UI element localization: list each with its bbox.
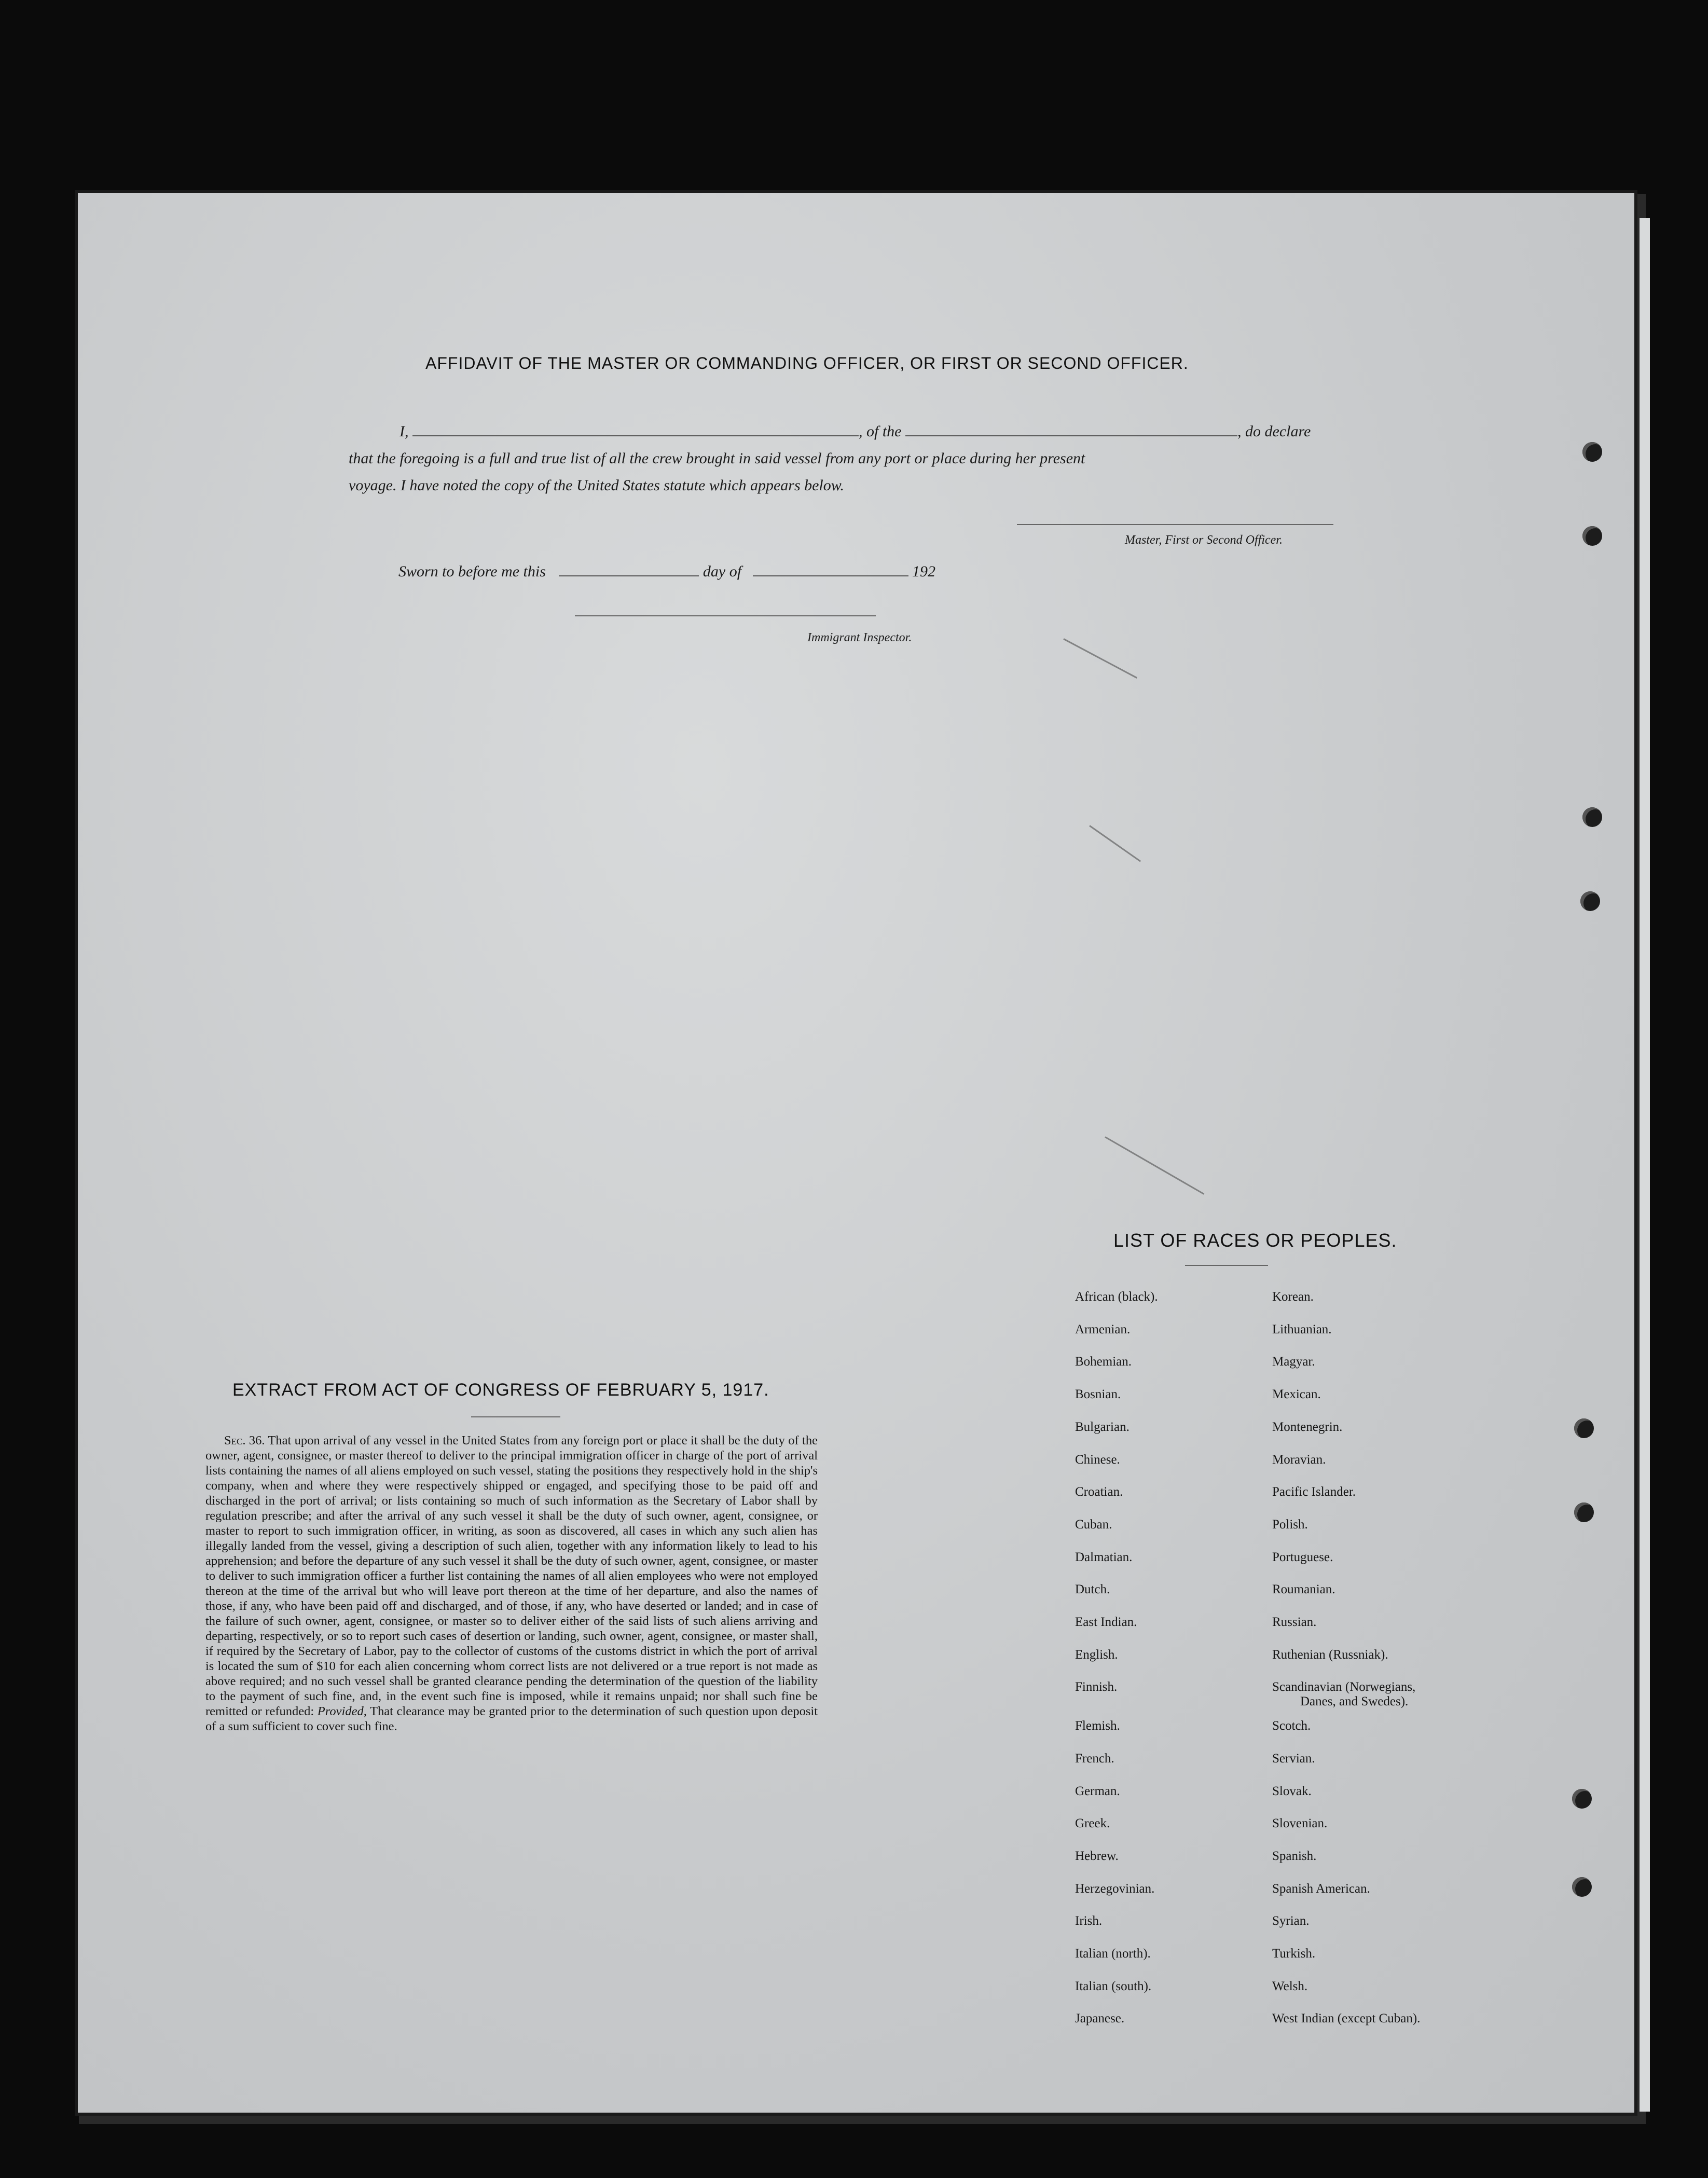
punch-hole [1572, 1789, 1592, 1809]
extract-title-rule [471, 1416, 560, 1417]
race-item: Moravian. [1272, 1453, 1326, 1467]
race-item: Slovak. [1272, 1784, 1312, 1798]
race-item: Ruthenian (Russniak). [1272, 1648, 1388, 1662]
race-item: Italian (south). [1075, 1979, 1152, 1993]
do-declare-label: , do declare [1237, 423, 1311, 440]
race-item: Cuban. [1075, 1518, 1112, 1532]
punch-hole [1582, 442, 1602, 462]
page-edge [1640, 218, 1650, 2112]
race-item: Montenegrin. [1272, 1420, 1343, 1434]
race-item: Dutch. [1075, 1582, 1110, 1596]
sworn-month-blank[interactable] [753, 575, 908, 576]
extract-text: That upon arrival of any vessel in the United States from any foreign port or place it shall be the duty of the owner, agent, consignee, or master thereof to deliver to the principal immigration officer in charge of the port of arrival lists containing the names of all aliens employed on such vessel, stating the positions they respectively hold in the ship's company, when and where they were respectively shipped or engaged, and specifying those to be paid off and discharged in the port of arrival; or lists containing so much of such information as the Secretary of Labor shall by regulation prescribe; and after the arrival of any such vessel it shall be the duty of such owner, agent, consignee, or master to report to such immigration officer, in writing, as soon as discovered, all cases in which any such alien has illegally landed from the vessel, giving a description of such alien, together with any information likely to lead to his apprehension; and before the departure of any such vessel it shall be the duty of such owner, agent, consignee, or master to deliver to such immigration officer a further list containing the names of all alien employees who were not employed thereon at the time of the arrival but who will leave port thereon at the time of her departure, and also the names of those, if any, who have been paid off and discharged, and of those, if any, who have deserted or landed; and in case of the failure of such owner, agent, consignee, or master so to deliver either of the said lists of such aliens arriving and departing, respectively, or so to report such cases of desertion or landing, such owner, agent, consignee, or master shall, if required by the Secretary of Labor, pay to the collector of customs of the customs district in which the port of arrival is located the sum of $10 for each alien concerning whom correct lists are not delivered or a true report is not made as above required; and no such vessel shall be granted clearance pending the determination of the question of the liability to the payment of such fine, and, in the event such fine is imposed, while it remains unpaid; nor shall such fine be remitted or refunded: [205, 1433, 818, 1718]
race-item: Pacific Islander. [1272, 1485, 1356, 1499]
race-item: East Indian. [1075, 1615, 1137, 1629]
race-item: Syrian. [1272, 1914, 1310, 1928]
year-label: 192 [912, 563, 936, 580]
race-item: Armenian. [1075, 1322, 1131, 1336]
extract-title: EXTRACT FROM ACT OF CONGRESS OF FEBRUARY 5, 1917. [232, 1380, 769, 1400]
race-item: Lithuanian. [1272, 1322, 1332, 1336]
sworn-line [398, 558, 1073, 585]
extract-body [205, 1433, 818, 1734]
race-item: Russian. [1272, 1615, 1317, 1629]
races-title-rule [1185, 1265, 1268, 1266]
race-item: Irish. [1075, 1914, 1103, 1928]
race-item: Bosnian. [1075, 1387, 1121, 1401]
affidavit-title: AFFIDAVIT OF THE MASTER OR COMMANDING OFFICER, OR FIRST OR SECOND OFFICER. [425, 354, 1189, 373]
race-item: Dalmatian. [1075, 1550, 1133, 1564]
race-item: Flemish. [1075, 1719, 1120, 1733]
race-item: Bohemian. [1075, 1355, 1132, 1369]
race-item: Scandinavian (Norwegians, [1272, 1680, 1416, 1694]
i-label: I, [400, 423, 409, 440]
race-item: Servian. [1272, 1752, 1315, 1766]
race-item: West Indian (except Cuban). [1272, 2011, 1421, 2025]
race-item: Herzegovinian. [1075, 1882, 1155, 1896]
race-item-continuation: Danes, and Swedes). [1300, 1694, 1409, 1708]
race-item: German. [1075, 1784, 1120, 1798]
race-item: Spanish. [1272, 1849, 1317, 1863]
race-item: Welsh. [1272, 1979, 1308, 1993]
race-item: Croatian. [1075, 1485, 1123, 1499]
race-item: Bulgarian. [1075, 1420, 1130, 1434]
race-item: Mexican. [1272, 1387, 1321, 1401]
vessel-blank[interactable] [905, 435, 1237, 436]
race-item: Japanese. [1075, 2011, 1125, 2025]
sworn-day-blank[interactable] [559, 575, 699, 576]
race-item: Polish. [1272, 1518, 1308, 1532]
race-item: Hebrew. [1075, 1849, 1119, 1863]
name-blank[interactable] [412, 435, 859, 436]
of-the-label: , of the [859, 423, 902, 440]
race-item: Greek. [1075, 1816, 1110, 1830]
race-item: French. [1075, 1752, 1114, 1766]
races-title: LIST OF RACES OR PEOPLES. [1113, 1230, 1397, 1251]
race-item: Italian (north). [1075, 1947, 1151, 1961]
affidavit-line-1 [400, 418, 1359, 445]
race-item: Slovenian. [1272, 1816, 1328, 1830]
race-item: Scotch. [1272, 1719, 1311, 1733]
race-item: Portuguese. [1272, 1550, 1333, 1564]
race-item: Chinese. [1075, 1453, 1120, 1467]
sworn-label: Sworn to before me this [398, 563, 546, 580]
master-signature-label: Master, First or Second Officer. [1125, 533, 1283, 547]
day-of-label: day of [703, 563, 742, 580]
inspector-signature-line [575, 615, 876, 616]
extract-text-end: That clearance may be granted prior to the determination of such question upon deposit of a sum sufficient to cover such fine. [205, 1704, 818, 1733]
provided-label: Provided, [317, 1704, 367, 1718]
race-item: Magyar. [1272, 1355, 1315, 1369]
affidavit-line-3: voyage. I have noted the copy of the United States statute which appears below. [349, 477, 845, 494]
punch-hole [1574, 1502, 1594, 1522]
race-item: Spanish American. [1272, 1882, 1370, 1896]
punch-hole [1572, 1877, 1592, 1897]
punch-hole [1574, 1418, 1594, 1438]
race-item: Korean. [1272, 1290, 1314, 1304]
master-signature-line [1017, 524, 1333, 525]
race-item: Roumanian. [1272, 1582, 1335, 1596]
race-item: Turkish. [1272, 1947, 1316, 1961]
affidavit-line-2: that the foregoing is a full and true list of all the crew brought in said vessel from any port or place during her present [349, 450, 1085, 467]
race-item: African (black). [1075, 1290, 1158, 1304]
section-label: Sec. 36. [224, 1433, 265, 1448]
punch-hole [1582, 526, 1602, 546]
punch-hole [1582, 807, 1602, 827]
race-item: English. [1075, 1648, 1118, 1662]
punch-hole [1580, 891, 1600, 911]
inspector-label: Immigrant Inspector. [807, 631, 912, 644]
race-item: Finnish. [1075, 1680, 1118, 1694]
